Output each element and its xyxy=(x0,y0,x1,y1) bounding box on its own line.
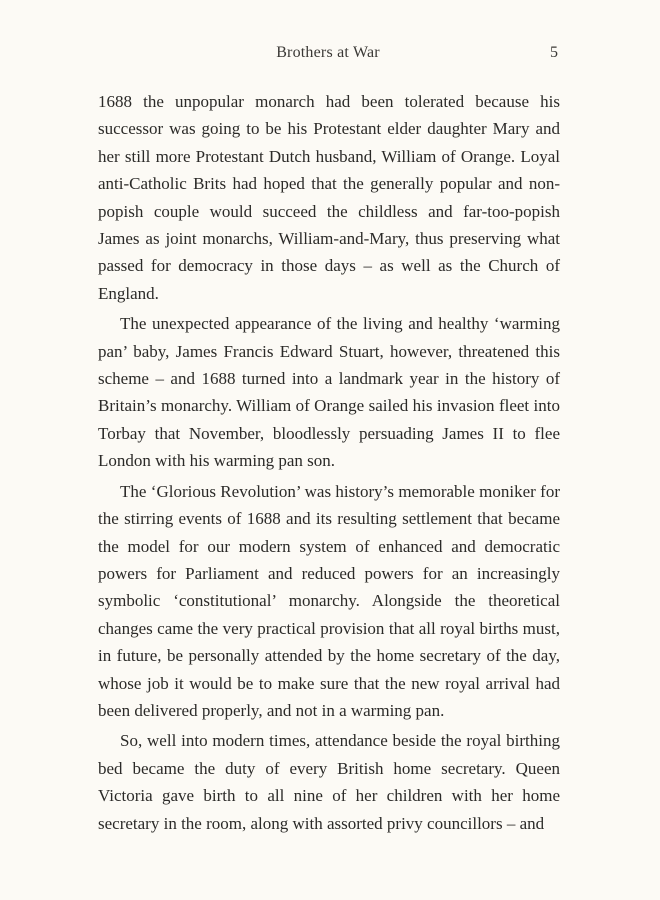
paragraph: 1688 the unpopular monarch had been tolerated because his successor was going to be his Protestant elder daughter Mary and her still more Protestant Dutch husband, William of Orange. Loyal anti-Catholic Brits had hoped that the generally popular and non-popish couple would succeed the childless and far-too-popish James as joint monarchs, William-and-Mary, thus preserving what passed for democracy in those days – as well as the Church of England. xyxy=(98,92,560,303)
body-text xyxy=(98,88,560,837)
running-title: Brothers at War xyxy=(276,44,380,61)
page-number: 5 xyxy=(550,44,558,61)
paragraph: The unexpected appearance of the living and healthy ‘warming pan’ baby, James Francis Edward Stuart, however, threatened this scheme – and 1688 turned into a landmark year in the history of Britain’s monarchy. William of Orange sailed his invasion fleet into Torbay that November, bloodlessly persuading James II to flee London with his warming pan son. xyxy=(98,314,560,471)
paragraph: The ‘Glorious Revolution’ was history’s memorable moniker for the stirring events of 1688 and its resulting settlement that became the model for our modern system of enhanced and democratic powers for Parliament and reduced powers for an increasingly symbolic ‘constitutional’ monarchy. Alongside the theoretical changes came the very practical provision that all royal births must, in future, be personally attended by the home secretary of the day, whose job it would be to make sure that the new royal arrival had been delivered properly, and not in a warming pan. xyxy=(98,481,560,720)
paragraph: So, well into modern times, attendance beside the royal birthing bed became the duty of every British home secretary. Queen Victoria gave birth to all nine of her children with her home secretary in the room, along with assorted privy councillors – and xyxy=(98,731,560,833)
running-head xyxy=(98,44,558,68)
